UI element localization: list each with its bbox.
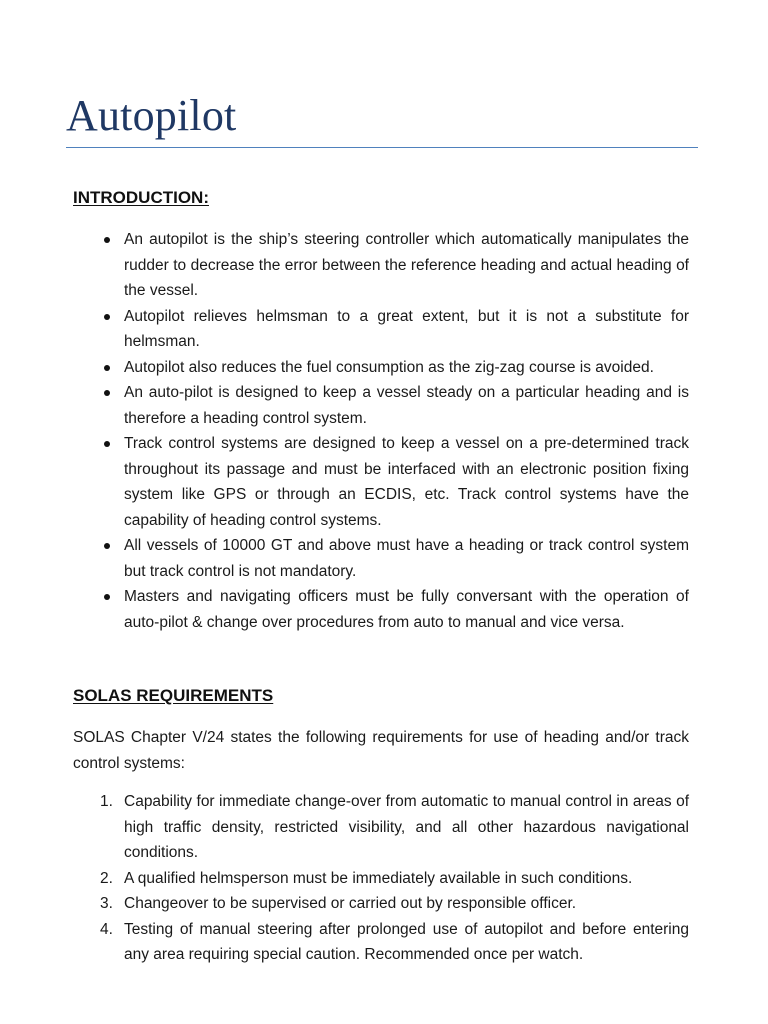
list-item: Track control systems are designed to keep a vessel on a pre-determined track throughout its passage and must be interfaced with an electronic position fixing system like GPS or through an ECDIS, etc. Track control systems have the capability of heading control systems. bbox=[124, 431, 689, 533]
list-item: Autopilot relieves helmsman to a great extent, but it is not a substitute for helmsman. bbox=[124, 304, 689, 355]
introduction-heading: INTRODUCTION: bbox=[73, 188, 209, 207]
list-item-number: 2. bbox=[100, 869, 113, 887]
list-item-number: 1. bbox=[100, 793, 113, 810]
introduction-bullet-list bbox=[124, 227, 689, 635]
list-item bbox=[100, 789, 689, 866]
list-item: All vessels of 10000 GT and above must have a heading or track control system but track control is not mandatory. bbox=[124, 533, 689, 584]
solas-numbered-list bbox=[100, 789, 689, 968]
list-item-text: A qualified helmsperson must be immediately available in such conditions. bbox=[124, 869, 633, 887]
list-item: An auto-pilot is designed to keep a vessel steady on a particular heading and is therefore a heading control system. bbox=[124, 380, 689, 431]
list-item: An autopilot is the ship’s steering controller which automatically manipulates the rudder to decrease the error between the reference heading and actual heading of the vessel. bbox=[124, 227, 689, 304]
list-item-text: Testing of manual steering after prolonged use of autopilot and before entering any area requiring special caution. Recommended once per watch. bbox=[124, 920, 689, 963]
list-item-number: 4. bbox=[100, 920, 113, 938]
list-item bbox=[100, 891, 689, 917]
list-item-text: Changeover to be supervised or carried out by responsible officer. bbox=[124, 895, 577, 912]
list-item: Autopilot also reduces the fuel consumption as the zig-zag course is avoided. bbox=[124, 355, 689, 381]
solas-intro-paragraph: SOLAS Chapter V/24 states the following requirements for use of heading and/or track control systems: bbox=[73, 729, 689, 772]
list-item: Masters and navigating officers must be fully conversant with the operation of auto-pilot & change over procedures from auto to manual and vice versa. bbox=[124, 584, 689, 635]
page-title: Autopilot bbox=[66, 91, 237, 140]
list-item bbox=[100, 866, 689, 892]
list-item-number: 3. bbox=[100, 895, 113, 912]
list-item bbox=[100, 917, 689, 968]
list-item-text: Capability for immediate change-over from automatic to manual control in areas of high traffic density, restricted visibility, and all other hazardous navigational conditions. bbox=[124, 793, 689, 861]
title-divider bbox=[66, 147, 698, 148]
solas-requirements-heading: SOLAS REQUIREMENTS bbox=[73, 686, 274, 705]
